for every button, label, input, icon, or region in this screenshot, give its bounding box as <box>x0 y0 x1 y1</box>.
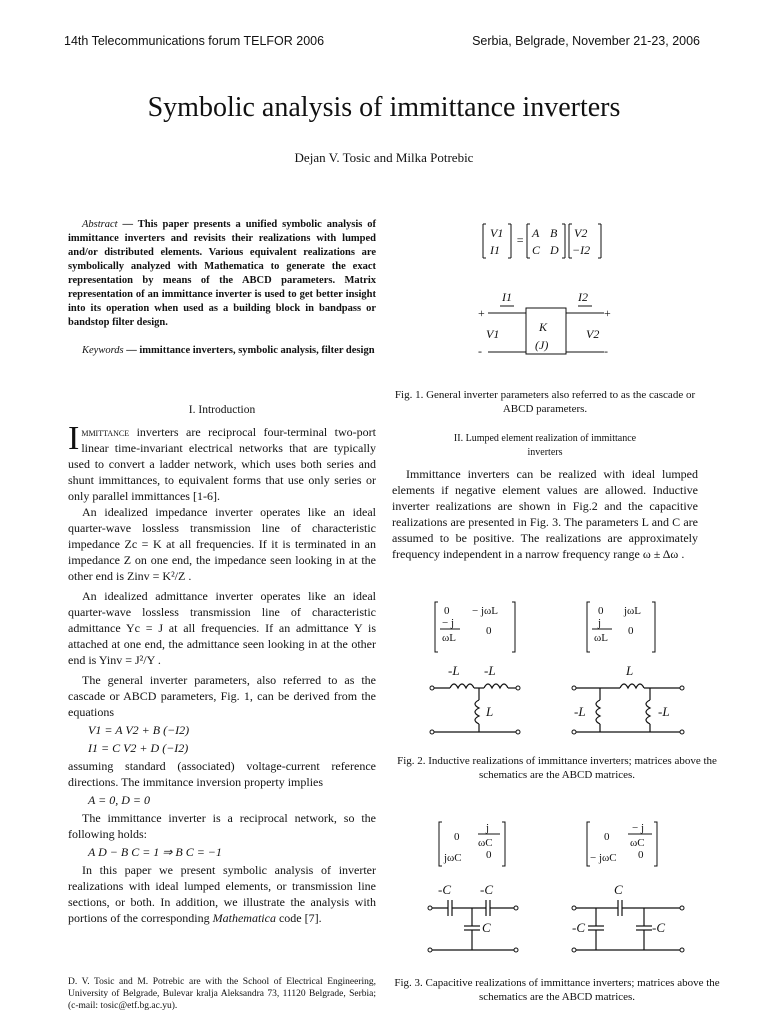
figure-1-diagram <box>470 218 630 370</box>
fig2-neg-l-1: -L <box>448 663 460 678</box>
fig3-m1-b1: j <box>486 822 490 834</box>
section-2-paragraph: Immittance inverters can be realized with ideal lumped elements if negative element values are allowed. Inductive inverter realizations are shown in Fig.2 and the capacitive realizations are presented in Fig. 3. The parameters L and C are assumed to be positive. The realizations are approximately frequency independent in a narrow frequency range ω ± Δω . <box>392 467 698 561</box>
fig3-m1-a: 0 <box>454 831 460 843</box>
intro-paragraph-7 <box>68 862 376 926</box>
fig3-c-shunt: C <box>482 920 491 935</box>
fig1-k: K <box>539 320 548 334</box>
fig2-m2-a: 0 <box>598 605 604 617</box>
intro-paragraph-5: assuming standard (associated) voltage-current reference directions. The immitance inversion property implies <box>68 759 376 789</box>
paper-authors: Dejan V. Tosic and Milka Potrebic <box>294 150 474 165</box>
keywords <box>68 344 376 358</box>
figure-1-caption: Fig. 1. General inverter parameters also referred to as the cascade or ABCD parameters. <box>394 389 696 415</box>
fig1-v2: V2 <box>574 226 588 240</box>
intro-paragraph-3: An idealized admittance inverter operates like an ideal quarter-wave lossless transmission line of characteristic admittance Yc = J at all frequencies. If an admittance Y is attached at one end, the admittance seen looking in at the other end is Yinv = J²/Y . <box>68 589 376 667</box>
section-introduction <box>68 402 376 926</box>
fig1-a: A <box>532 226 540 240</box>
intro-text-7a: In this paper we present symbolic analysis of inverter realizations with ideal lumped elements, or transmission line sections, or both. In addition, we illustrate the analysis with portions of the corresponding <box>68 863 376 925</box>
intro-paragraph-6: The immittance inverter is a reciprocal network, so the following holds: <box>68 811 376 841</box>
abstract <box>68 218 376 330</box>
fig1-v2-port: V2 <box>586 327 600 341</box>
fig1-minus-i2: −I2 <box>572 243 591 257</box>
fig1-v1: V1 <box>490 226 504 240</box>
header-location-date: Serbia, Belgrade, November 21-23, 2006 <box>472 34 700 48</box>
fig1-i1-arrow: I1 <box>502 290 512 304</box>
intro-text-1: inverters are reciprocal four-terminal two-port linear time-invariant electrical networks that are typically used to convert a ladder network, which uses both series and shunt immittances, to equivalent forms that use only series or only parallel immittances [1-6]. <box>68 425 376 503</box>
fig2-m2-c1: j <box>598 617 602 629</box>
fig3-neg-c-shunt-1: -C <box>572 920 585 935</box>
fig3-m2-c: − jωC <box>590 852 617 864</box>
fig2-m2-d: 0 <box>628 625 634 637</box>
figure-3-caption: Fig. 3. Capacitive realizations of immittance inverters; matrices above the schematics are the ABCD matrices. <box>394 977 720 1003</box>
svg-text:+: + <box>604 306 611 320</box>
keywords-text: — immittance inverters, symbolic analysis, filter design <box>123 345 375 356</box>
fig2-neg-l-shunt-1: -L <box>574 704 586 719</box>
fig3-m2-b2: ωC <box>630 837 645 849</box>
fig1-j: (J) <box>535 338 549 352</box>
fig1-b: B <box>550 226 558 240</box>
abstract-text: — This paper presents a unified symbolic analysis of immittance inverters and revisits their realizations with lumped and/or distributed elements. Various equivalent realizations are symbolically analyzed with Mathematica to generate the exact representation by means of the ABCD parameters. Matrix representation of an immittance inverter is used to get better insight into its operation when used as a building block in bandpass or bandstop filter design. <box>68 219 376 328</box>
fig3-c-series: C <box>614 882 623 897</box>
fig3-m2-d: 0 <box>638 849 644 861</box>
fig3-neg-c-shunt-2: -C <box>652 920 665 935</box>
equation-2: I1 = C V2 + D (−I2) <box>88 741 189 755</box>
fig3-m1-c: jωC <box>444 852 462 864</box>
figure-3-diagram <box>420 816 720 960</box>
intro-smallcaps: mmittance <box>81 425 130 439</box>
section-heading: I. Introduction <box>188 404 256 416</box>
intro-paragraph-1 <box>68 420 376 504</box>
svg-text:-: - <box>478 344 482 358</box>
fig2-l-series: L <box>626 663 634 678</box>
header-conference: 14th Telecommunications forum TELFOR 2006 <box>64 34 325 48</box>
section-lumped <box>392 432 698 562</box>
paper-title: Symbolic analysis of immittance inverters <box>147 92 621 123</box>
equation-4: A D − B C = 1 ⇒ B C = −1 <box>88 845 222 859</box>
figure-2-diagram <box>420 596 720 736</box>
fig3-neg-c-2: -C <box>480 882 493 897</box>
equation-1: V1 = A V2 + B (−I2) <box>88 723 190 737</box>
fig2-m2-b: jωL <box>624 605 642 617</box>
fig2-m1-c2: ωL <box>442 632 456 644</box>
fig1-i1: I1 <box>490 243 500 257</box>
fig2-m1-b: − jωL <box>472 605 498 617</box>
keywords-label: Keywords <box>82 345 124 356</box>
svg-text:-: - <box>604 344 608 358</box>
figure-2-caption: Fig. 2. Inductive realizations of immittance inverters; matrices above the schematics are the ABCD matrices. <box>397 755 717 781</box>
fig3-neg-c-1: -C <box>438 882 451 897</box>
fig3-m2-a: 0 <box>604 831 610 843</box>
fig2-m1-d: 0 <box>486 625 492 637</box>
drop-cap: I <box>68 420 80 457</box>
section-2-heading-line-1: II. Lumped element realization of immittance <box>453 433 637 444</box>
abstract-label: Abstract <box>82 219 118 230</box>
footnote: D. V. Tosic and M. Potrebic are with the School of Electrical Engineering, University of Belgrade, Bulevar kralja Aleksandra 73, 11120 Belgrade, Serbia; (c-mail: tosic@etf.bg.ac.yu). <box>68 977 376 1011</box>
fig1-v1-port: V1 <box>486 327 500 341</box>
fig2-neg-l-shunt-2: -L <box>658 704 670 719</box>
intro-paragraph-2: An idealized impedance inverter operates like an ideal quarter-wave lossless transmission line of characteristic impedance Zc = K at all frequencies. If it is terminated in an impedance Z on one end, the impedance seen looking in at the other end is Zinv = K²/Z . <box>68 505 376 583</box>
fig1-c: C <box>532 243 541 257</box>
fig2-m2-c2: ωL <box>594 632 608 644</box>
section-2-heading-line-2: inverters <box>527 447 563 458</box>
intro-text-7c: code [7]. <box>275 911 322 925</box>
svg-text:=: = <box>516 233 525 247</box>
equation-3: A = 0, D = 0 <box>88 793 150 807</box>
fig3-m1-d: 0 <box>486 849 492 861</box>
fig3-m2-b1: − j <box>632 822 645 834</box>
fig2-l-shunt: L <box>486 704 494 719</box>
svg-text:+: + <box>478 306 485 320</box>
fig2-neg-l-2: -L <box>484 663 496 678</box>
fig1-i2-arrow: I2 <box>578 290 588 304</box>
intro-text-7b: Mathematica <box>212 911 276 925</box>
fig2-m1-c1: − j <box>442 617 455 629</box>
fig1-d: D <box>550 243 559 257</box>
fig3-m1-b2: ωC <box>478 837 493 849</box>
fig2-m1-a: 0 <box>444 605 450 617</box>
intro-paragraph-4: The general inverter parameters, also referred to as the cascade or ABCD parameters, Fig. 1, can be derived from the equations <box>68 673 376 719</box>
